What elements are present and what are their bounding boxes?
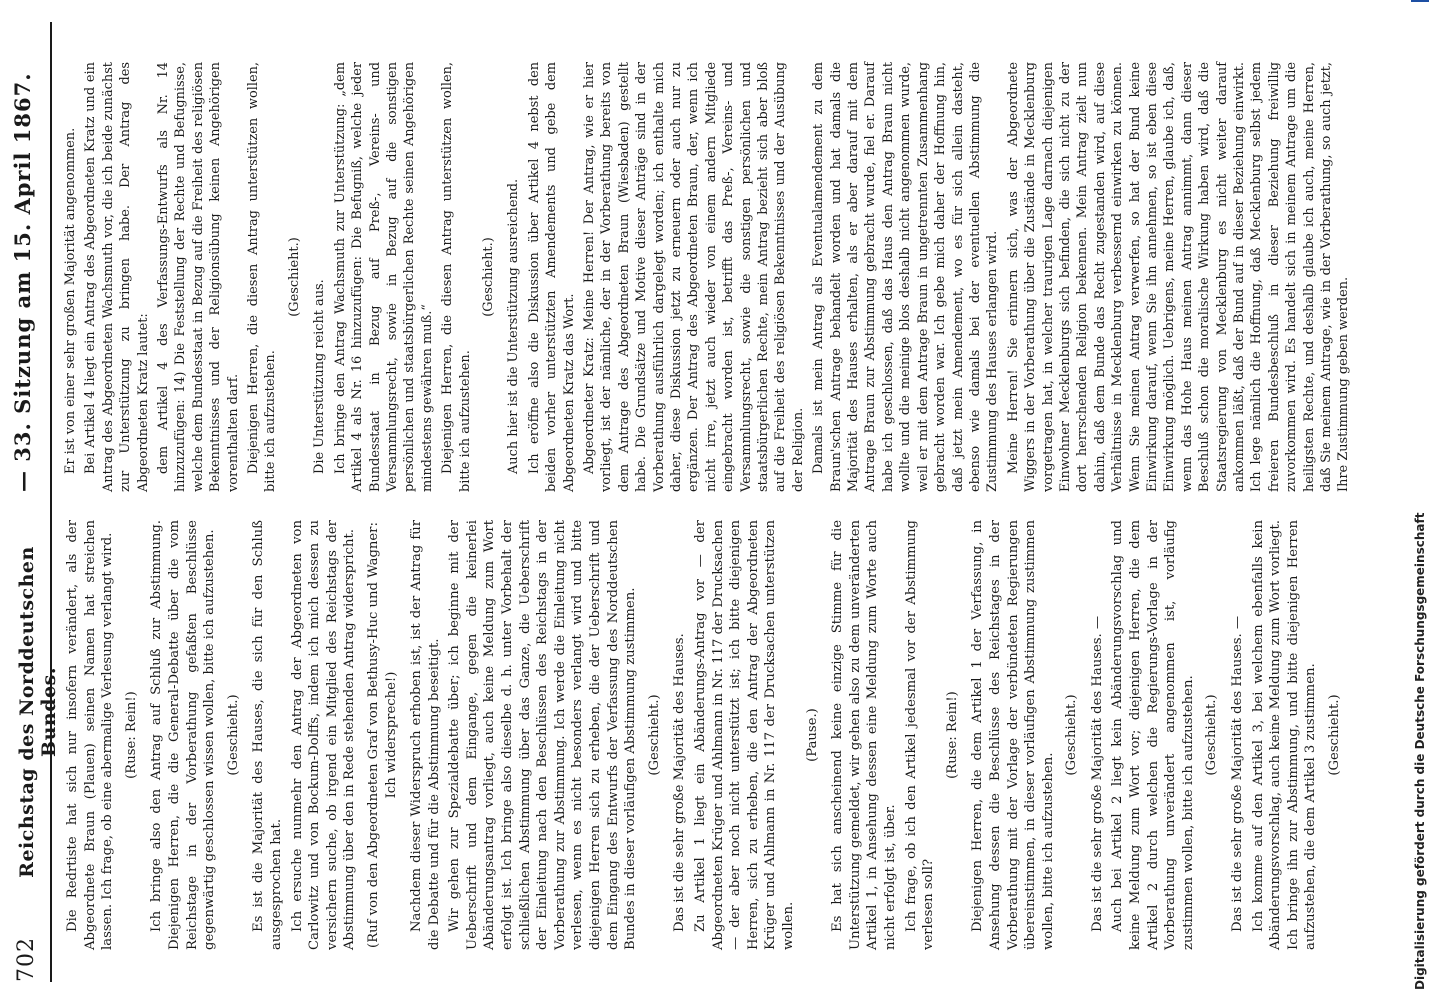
paragraph: Ich komme auf den Artikel 3, bei welchem ebenfalls kein Abänderungsvorschlag, auch keine Meldung zum Wort vorliegt. Ich bringe ihn zur Abstimmung, und bitte diejenigen Herren aufzustehen, die dem Artikel 3 zustimmen. [1250,520,1319,950]
page-number: 702 [14,937,39,982]
stage-direction: (Ruf von den Abgeordneten Graf von Bethusy-Huc und Wagner: Ich widerspreche!) [365,522,399,948]
stage-direction: (Geschieht.) [1064,694,1080,776]
paragraph: Zu Artikel 1 liegt ein Abänderungs-Antrag vor — der Abgeordneten Krüger und Ahlmann in Nr. 117 der Drucksachen — der aber noch nicht unterstützt ist; ich bitte diejenigen Herren, sich zu erheben, die den Antrag der Abgeordneten Krüger und Ahlmann in Nr. 117 der Drucksachen unterstützen wollen. [693,520,796,950]
paragraph: Das ist die sehr große Majorität des Hauses. — [1230,615,1246,932]
paragraph: Meine Herren! Sie erinnern sich, was der Abgeordnete Wiggers in der Vorberathung über die Zustände in Mecklenburg vorgetragen hat, in welcher traurigen Lage darnach diejenigen Einwohner Mecklenburgs sich befinden, die sich nicht zu der dort herrschenden Religion bekennen. Mein Antrag zielt nun dahin, daß dem Bunde das Recht zugestanden wird, auf diese Verhältnisse in Mecklenburg verbessernd einwirken zu können. Wenn Sie meinen Antrag verwerfen, so hat der Bund keine Einwirkung darauf, wenn Sie ihn annehmen, so ist eben diese Einwirkung möglich. Uebrigens, meine Herren, glaube ich, daß, wenn das Hohe Haus meinen Antrag annimmt, dann dieser Beschluß schon die moralische Wirkung haben wird, daß die Staatsregierung von Mecklenburg es nicht weiter darauf ankommen läßt, daß der Bund auf in dieser Beziehung einwirkt. Ich lege nämlich die Hoffnung, daß Mecklenburg selbst jedem freieren Bundesbeschluß in dieser Beziehung freiwillig zuvorkommen wird. Es handelt sich in meinem Antrage um die heiligsten Rechte, und deshalb glaube ich auch, meine Herren, daß Sie meinem Antrage, wie in der Vorberathung, so auch jetzt, Ihre Zustimmung geben werden. [1005,62,1352,492]
left-text-column [64,520,1352,950]
paragraph: Ich eröffne also die Diskussion über Artikel 4 nebst den beiden vorher unterstützten Amendements und gebe dem Abgeordneten Kratz das Wort. [526,62,577,492]
running-title: Reichstag des Norddeutschen Bundes. [16,546,60,878]
stage-direction: (Geschieht.) [1204,694,1220,776]
stage-direction: (Ruse: Rein!) [944,691,960,779]
stage-direction: (Geschieht.) [225,694,241,776]
stage-direction: (Geschieht.) [286,237,302,317]
stage-direction: (Geschieht.) [480,237,496,317]
paragraph: Das ist die sehr große Majorität des Hauses. [672,633,688,932]
paragraph: Auch bei Artikel 2 liegt kein Abänderungsvorschlag und keine Meldung zum Wort vor; diejenigen Herren, die dem Artikel 2 durch welchen die Regierungs-Vorlage in der Vorberathung unverändert angenommen ist, vorläufig zustimmen wollen, bitte ich aufzustehen. [1110,520,1196,950]
dfg-logo-badge [1411,0,1429,2]
header-rule [50,22,52,982]
paragraph: Es ist die Majorität des Hauses, die sich für den Schluß ausgesprochen hat. [251,520,284,950]
paragraph: Wir gehen zur Spezialdebatte über; ich beginne mit der Ueberschrift und dem Eingange, gegen die keinerlei Abänderungsantrag vorliegt, auch keine Meldung zum Wort erfolgt ist. Ich bringe also dieselbe d. h. unter Vorbehalt der schließlichen Abstimmung über das Ganze, die Ueberschrift der Einleitung nach den Beschlüssen des Reichstags in der Vorberathung zur Abstimmung. Ich werde die Einleitung nicht verlesen, wenn es nicht besonders verlangt wird und bitte diejenigen Herren sich zu erheben, die der Ueberschrift und dem Eingang des Entwurfs der Verfassung des Norddeutschen Bundes in dieser vorläufigen Abstimmung zustimmen. [447,520,639,950]
paragraph: Diejenigen Herren, die dem Artikel 1 der Verfassung, in Ansehung dessen die Beschlüsse des Reichstages in der Vorberathung mit der Vorlage der verbündeten Regierungen übereinstimmen, in dieser vorläufigen Abstimmung zustimmen wollen, bitte ich aufzustehen. [970,520,1056,950]
paragraph: Nachdem dieser Widerspruch erhoben ist, ist der Antrag für die Debatte und für die Abstimmung beseitigt. [409,520,442,950]
session-title: — 33. Sitzung am 15. April 1867. [10,72,35,492]
paragraph: dem Artikel 4 des Verfassungs-Entwurfs als Nr. 14 hinzuzufügen: 14) Die Feststellung der Rechte und Befugnisse, welche dem Bundesstaat in Bezug auf die Freiheit des religiösen Bekenntnisses und der Religionsübung keinen Angehörigen vorenthalten darf. [156,62,241,492]
paragraph: Es hat sich anscheinend keine einzige Stimme für die Unterstützung gemeldet, wir gehen also zu dem unveränderten Artikel 1, in Ansehung dessen eine Meldung zum Worte auch nicht erfolgt ist, über. [830,520,898,950]
paragraph: Das ist die sehr große Majorität des Hauses. — [1089,615,1105,932]
stage-direction: (Ruse: Rein!) [123,691,139,779]
paragraph: Diejenigen Herren, die diesen Antrag unterstützen wollen, bitte ich aufzustehen. [440,62,473,492]
paragraph: Bei Artikel 4 liegt ein Antrag des Abgeordneten Kratz und ein Antrag des Abgeordneten Wachsmuth vor, die ich beide zunächst zur Unterstützung zu bringen habe. Der Antrag des Abgeordneten Kratz lautet: [83,62,151,492]
paragraph: Ich ersuche nunmehr den Antrag der Abgeordneten von Carlowitz und von Bockum-Dolffs, indem ich mich dessen zu versichern suche, ob irgend ein Mitglied des Reichstags der Abstimmung über den in Rede stehenden Antrag widerspricht. [289,520,358,950]
paragraph: Die Redrtiste hat sich nur insofern verändert, als der Abgeordnete Braun (Plauen) seinen Namen hat streichen lassen. Ich frage, ob eine abermalige Verlesung verlangt wird. [65,520,116,950]
paragraph: Abgeordneter Kratz: Meine Herren! Der Antrag, wie er hier vorliegt, ist der nämliche, der in der Vorberathung bereits von dem Antrage des Abgeordneten Braun (Wiesbaden) gestellt habe. Die Grundsätze und Motive dieser Anträge sind in der Vorberathung ausführlich dargelegt worden; ich enthalte mich daher, diese Diskussion jetzt zu erneuern oder auch nur zu ergänzen. Der Antrag des Abgeordneten Braun, der, wenn ich nicht irre, jetzt auch wieder von einem andern Mitgliede eingebracht worden ist, betrifft das Preß-, Vereins- und Versammlungsrecht, sowie die sonstigen persönlichen und staatsbürgerlichen Rechte, mein Antrag bezieht sich aber bloß auf die Freiheit des religiösen Bekenntnisses und der Ausübung der Religion. [581,62,806,492]
digitization-note [1413,0,1429,990]
paragraph: Auch hier ist die Unterstützung ausreichend. [506,178,522,474]
paragraph: Ich frage, ob ich den Artikel jedesmal vor der Abstimmung verlesen soll? [903,520,937,950]
paragraph: Ich bringe also den Antrag auf Schluß zur Abstimmung. Diejenigen Herren, die die General-Debatte über die vom Reichstage in der Vorberathung gefaßten Beschlüsse gegenwärtig geschlossen wissen wollen, bitte ich aufzustehen. [149,520,218,950]
paragraph: Diejenigen Herren, die diesen Antrag unterstützen wollen, bitte ich aufzustehen. [246,62,279,492]
right-text-column [62,62,1356,492]
funding-note-text: Digitalisierung gefördert durch die Deutsche Forschungsgemeinschaft [1413,512,1427,990]
paragraph: Er ist von einer sehr großen Majorität angenommen. [63,127,78,474]
stage-direction: (Geschieht.) [646,694,662,776]
paragraph: Die Unterstützung reicht aus. [312,279,328,474]
stage-direction: (Geschieht.) [1327,694,1342,776]
paragraph: Damals ist mein Antrag als Eventualamendement zu dem Braun'schen Antrage behandelt worden und hat damals die Majorität des Hauses erhalten, als er aber darauf mit dem Antrage Braun zur Abstimmung gebracht wurde, fiel er. Darauf habe ich geschlossen, daß das Haus den Antrag Braun nicht wollte und die meinige blos deshalb nicht angenommen wurde, weil er mit dem Antrage Braun in ungetrennten Zusammenhang gebracht worden war. Ich gebe mich daher der Hoffnung hin, daß jetzt mein Amendement, wo es für sich allein dasteht, ebenso wie damals bei der eventuellen Abstimmung die Zustimmung des Hauses erlangen wird. [811,62,1001,492]
paragraph: Ich bringe den Antrag Wachsmuth zur Unterstützung: „dem Artikel 4 als Nr. 16 hinzuzufügen: Die Befugniß, welche jeder Bundesstaat in Bezug auf Preß-, Vereins- und Versammlungsrecht, sowie in Bezug auf die sonstigen persönlichen und staatsbürgerlichen Rechte seinen Angehörigen mindestens gewähren muß.“ [332,62,435,492]
stage-direction: (Pause.) [804,708,820,762]
page-header [8,22,60,982]
